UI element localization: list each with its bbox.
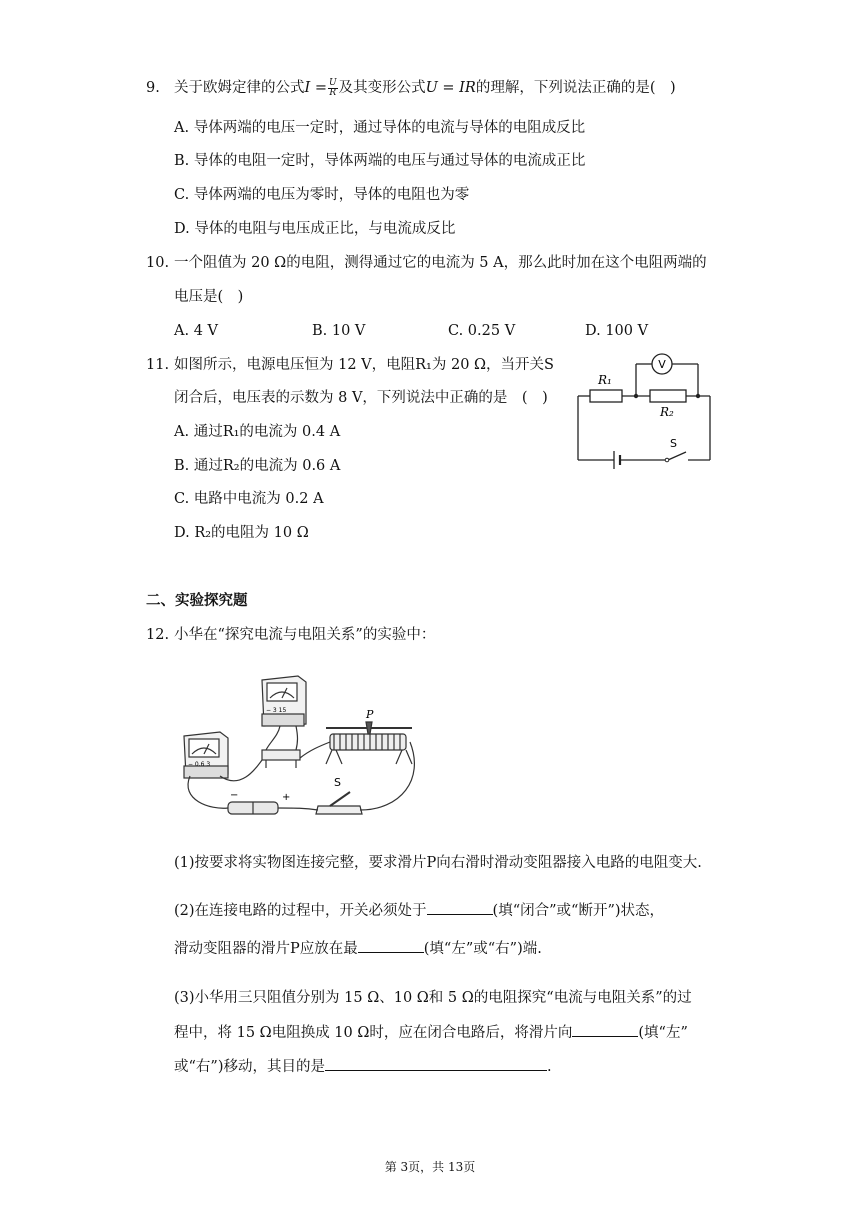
question-number: 12.	[146, 627, 170, 643]
question-stem: 电压是( )	[174, 289, 244, 305]
option[interactable]: D. R₂的电阻为 10 Ω	[174, 525, 309, 541]
switch-s	[668, 452, 686, 460]
question-number: 11.	[146, 357, 170, 373]
answer-blank[interactable]	[427, 900, 493, 915]
fixed-resistor	[262, 750, 300, 760]
option[interactable]: B. 通过R₂的电流为 0.6 A	[174, 458, 341, 474]
text: (填“左”	[638, 1025, 688, 1041]
sub-question-2	[174, 900, 664, 922]
apparatus-figure	[170, 670, 440, 828]
formula-lhs: I =	[304, 80, 327, 96]
option[interactable]: B. 10 V	[312, 323, 366, 339]
section-title: 二、实验探究题	[146, 593, 248, 609]
switch-label: S	[670, 437, 677, 450]
resistor-r1	[590, 390, 622, 402]
option[interactable]: C. 0.25 V	[448, 323, 516, 339]
formula: U = IR	[425, 80, 476, 96]
option[interactable]: A. 4 V	[174, 323, 218, 339]
battery-plus-label: +	[282, 792, 291, 803]
battery-minus-label: −	[230, 790, 239, 801]
question-stem: 一个阻值为 20 Ω的电阻，测得通过它的电流为 5 A，那么此时加在这个电阻两端的	[174, 255, 707, 271]
option[interactable]: C. 导体两端的电压为零时，导体的电阻也为零	[174, 187, 470, 203]
text: 或“右”)移动，其目的是	[174, 1059, 325, 1075]
sub-question-3	[174, 1022, 688, 1044]
fraction-denominator: R	[329, 87, 337, 98]
stem-text: 及其变形公式	[338, 80, 426, 96]
text: .	[546, 1059, 552, 1075]
r1-label: R₁	[598, 373, 612, 387]
option[interactable]: C. 电路中电流为 0.2 A	[174, 491, 324, 507]
option[interactable]: A. 通过R₁的电流为 0.4 A	[174, 424, 341, 440]
knife-switch	[316, 806, 362, 814]
switch-label: S	[334, 776, 341, 789]
r2-label: R₂	[660, 405, 674, 419]
option[interactable]: D. 100 V	[585, 323, 649, 339]
fraction-numerator: U	[329, 77, 337, 88]
text: (填“闭合”或“断开”)状态，	[492, 903, 665, 919]
option[interactable]: D. 导体的电阻与电压成正比，与电流成反比	[174, 221, 456, 237]
text: (填“左”或“右”)端.	[423, 941, 542, 957]
stem-text: 的理解，下列说法正确的是( )	[475, 80, 676, 96]
answer-blank[interactable]	[325, 1056, 547, 1071]
answer-blank[interactable]	[358, 938, 424, 953]
question-stem: 如图所示，电源电压恒为 12 V，电阻R₁为 20 Ω，当开关S	[174, 357, 554, 373]
sub-question-3: (3)小华用三只阻值分别为 15 Ω、10 Ω和 5 Ω的电阻探究“电流与电阻关系”的过	[174, 990, 692, 1006]
sub-question-3	[174, 1056, 552, 1078]
page-footer: 第 3页，共 13页	[384, 1160, 476, 1174]
text: 滑动变阻器的滑片P应放在最	[174, 941, 358, 957]
option[interactable]: A. 导体两端的电压一定时，通过导体的电流与导体的电阻成反比	[174, 120, 586, 136]
text: 程中，将 15 Ω电阻换成 10 Ω时，应在闭合电路后，将滑片向	[174, 1025, 573, 1041]
sub-question-1: (1)按要求将实物图连接完整，要求滑片P向右滑时滑动变阻器接入电路的电阻变大.	[174, 855, 702, 871]
formula-fraction	[328, 79, 338, 98]
circuit-diagram	[570, 350, 720, 468]
option[interactable]: B. 导体的电阻一定时，导体两端的电压与通过导体的电流成正比	[174, 153, 586, 169]
question-number: 10.	[146, 255, 170, 271]
sub-question-2	[174, 938, 542, 960]
text: (2)在连接电路的过程中，开关必须处于	[174, 903, 427, 919]
slider-label: P	[366, 708, 374, 721]
answer-blank[interactable]	[572, 1022, 638, 1037]
stem-text: 关于欧姆定律的公式	[174, 80, 305, 96]
question-stem	[174, 77, 676, 99]
question-stem: 闭合后，电压表的示数为 8 V，下列说法中正确的是 ( )	[174, 390, 548, 406]
question-stem: 小华在“探究电流与电阻关系”的实验中：	[174, 627, 436, 643]
question-number: 9.	[146, 80, 160, 96]
voltmeter-scale: − 3 15	[266, 707, 287, 714]
ammeter-scale: − 0.6 3	[188, 761, 211, 768]
resistor-r2	[650, 390, 686, 402]
voltmeter-label: V	[658, 358, 666, 371]
